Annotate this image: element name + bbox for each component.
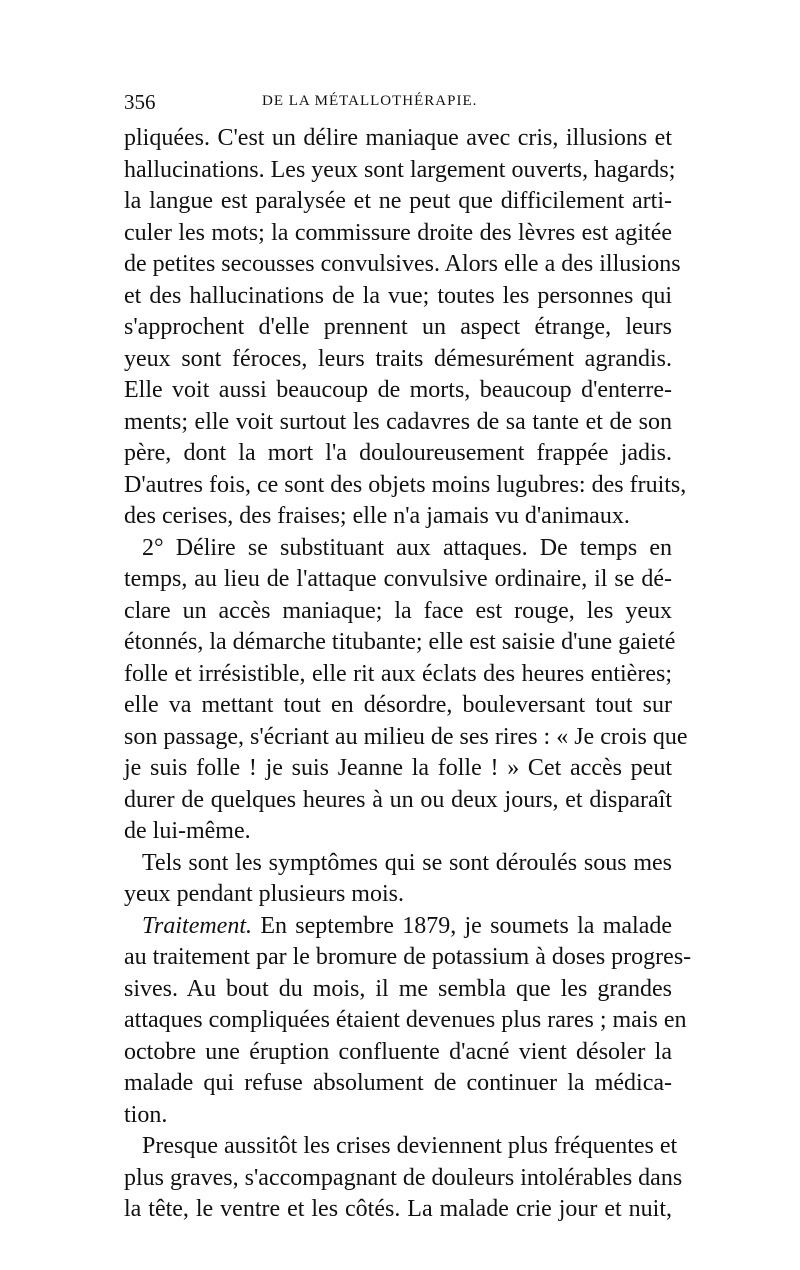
traitement-label: Traitement. — [142, 912, 253, 939]
text-line: malade qui refuse absolument de continuer la médica- — [124, 1070, 672, 1096]
text-line: D'autres fois, ce sont des objets moins lugubres: des fruits, — [124, 471, 687, 498]
text-line: clare un accès maniaque; la face est rouge, les yeux — [124, 597, 672, 624]
text-line: la langue est paralysée et ne peut que difficilement arti- — [124, 188, 672, 214]
text-line: yeux pendant plusieurs mois. — [124, 881, 404, 907]
text-line: tion. — [124, 1101, 168, 1128]
text-line: sives. Au bout du mois, il me sembla que les grandes — [124, 975, 672, 1002]
text-line: yeux sont féroces, leurs traits démesurément agrandis. — [124, 345, 672, 372]
running-head — [124, 90, 680, 120]
text-line: étonnés, la démarche titubante; elle est saisie d'une gaieté — [124, 629, 676, 655]
text-line: elle va mettant tout en désordre, bouleversant tout sur — [124, 692, 672, 718]
text-line: octobre une éruption confluente d'acné vient désoler la — [124, 1038, 672, 1065]
text-line: ments; elle voit surtout les cadavres de sa tante et de son — [124, 408, 672, 435]
page-number: 356 — [124, 90, 156, 114]
traitement-text: En septembre 1879, je soumets la malade — [260, 912, 673, 939]
text-line: attaques compliquées étaient devenues plus rares ; mais en — [124, 1007, 687, 1033]
text-line: durer de quelques heures à un ou deux jours, et disparaît — [124, 786, 672, 813]
text-line: de petites secousses convulsives. Alors elle a des illusions — [124, 251, 681, 277]
text-line: Presque aussitôt les crises deviennent plus fréquentes et — [142, 1133, 678, 1159]
text-line: folle et irrésistible, elle rit aux éclats des heures entières; — [124, 660, 672, 687]
text-line: plus graves, s'accompagnant de douleurs intolérables dans — [124, 1164, 683, 1191]
text-line: pliquées. C'est un délire maniaque avec cris, illusions et — [124, 125, 672, 151]
text-line: Tels sont les symptômes qui se sont déroulés sous mes — [142, 849, 672, 876]
text-line: s'approchent d'elle prennent un aspect étrange, leurs — [124, 314, 672, 340]
text-line: au traitement par le bromure de potassium à doses progres- — [124, 944, 692, 970]
text-line: hallucinations. Les yeux sont largement ouverts, hagards; — [124, 156, 676, 183]
text-line: père, dont la mort l'a douloureusement frappée jadis. — [124, 440, 672, 466]
text-line: son passage, s'écriant au milieu de ses rires : « Je crois que — [124, 723, 688, 750]
text-line: je suis folle ! je suis Jeanne la folle ! » Cet accès peut — [124, 755, 672, 781]
text-line: des cerises, des fraises; elle n'a jamais vu d'animaux. — [124, 503, 630, 529]
text-line: temps, au lieu de l'attaque convulsive ordinaire, il se dé- — [124, 566, 672, 592]
text-line: Elle voit aussi beaucoup de morts, beaucoup d'enterre- — [124, 377, 672, 403]
text-line-traitement — [142, 911, 672, 942]
running-title: DE LA MÉTALLOTHÉRAPIE. — [262, 93, 478, 109]
text-line: la tête, le ventre et les côtés. La malade crie jour et nuit, — [124, 1196, 672, 1222]
text-line: de lui-même. — [124, 818, 251, 844]
text-line: et des hallucinations de la vue; toutes les personnes qui — [124, 282, 672, 309]
text-line: 2° Délire se substituant aux attaques. De temps en — [142, 534, 672, 561]
text-line: culer les mots; la commissure droite des lèvres est agitée — [124, 219, 672, 246]
